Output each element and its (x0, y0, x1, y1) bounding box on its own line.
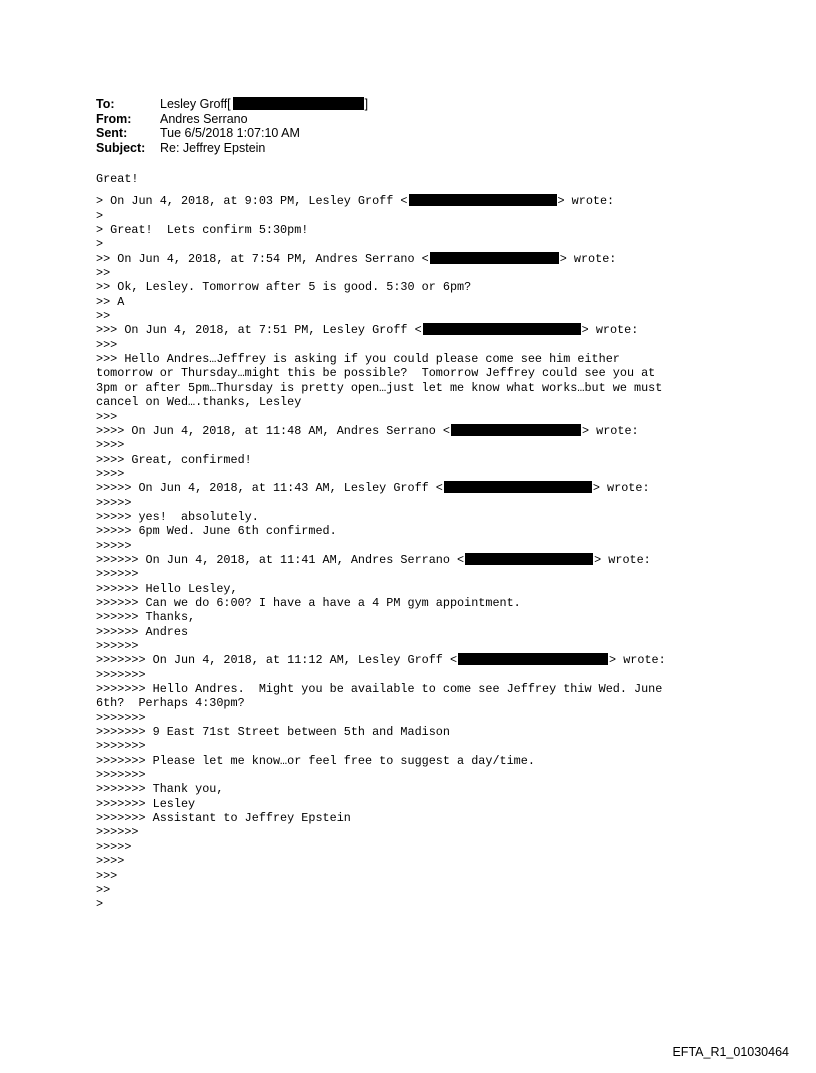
quote-header-suffix: > wrote: (559, 251, 617, 266)
body-line: >>>>>>> (96, 710, 146, 725)
to-row (96, 97, 368, 112)
quote-header (96, 481, 736, 495)
body-line: >>>>>> Thanks, (96, 610, 196, 625)
sent-row (96, 126, 368, 141)
body-line: tomorrow or Thursday…might this be possible? Tomorrow Jeffrey could see you at (96, 366, 656, 381)
body-line: >>>>> yes! absolutely. (96, 509, 259, 524)
to-name: Lesley Groff[ (160, 97, 231, 111)
body-line: >> (96, 266, 111, 281)
body-line: > (96, 237, 104, 252)
quote-header-suffix: > wrote: (581, 323, 639, 338)
quote-header-suffix: > wrote: (609, 653, 666, 668)
to-value (160, 97, 368, 112)
from-label: From: (96, 111, 132, 126)
body-line: >>>>>>> Assistant to Jeffrey Epstein (96, 811, 351, 826)
to-close-bracket: ] (364, 97, 369, 111)
body-line: >> (96, 309, 111, 324)
body-line: > (96, 208, 104, 223)
subject-value: Re: Jeffrey Epstein (160, 140, 266, 155)
body-line: >>>>>> (96, 825, 139, 840)
body-line: >>>> Great, confirmed! (96, 452, 252, 467)
redaction-bar (451, 424, 581, 436)
quote-header-text: >>>>>>> On Jun 4, 2018, at 11:12 AM, Lesley Groff < (96, 653, 458, 668)
body-line: cancel on Wed….thanks, Lesley (96, 395, 302, 410)
body-line: >>>>> (96, 839, 132, 854)
body-line: >>>> (96, 854, 125, 869)
body-line: >>>>>> (96, 639, 139, 653)
body-line: >>>>>>> Lesley (96, 796, 196, 811)
quote-header (96, 653, 736, 667)
body-line: >> (96, 882, 111, 897)
quote-header-suffix: > wrote: (557, 194, 615, 209)
email-body (96, 172, 736, 912)
body-line: > (96, 897, 104, 912)
body-line: Great! (96, 172, 139, 186)
quote-header (96, 424, 736, 438)
body-line: >>>>>>> 9 East 71st Street between 5th and Madison (96, 725, 450, 740)
quote-header-text: >>>>>> On Jun 4, 2018, at 11:41 AM, Andres Serrano < (96, 552, 465, 567)
body-line: >>>>>> (96, 567, 139, 582)
spacer (96, 186, 736, 194)
redaction-bar (423, 323, 581, 335)
quote-header-text: >>>> On Jun 4, 2018, at 11:48 AM, Andres Serrano < (96, 423, 450, 438)
redaction-bar (458, 653, 608, 665)
body-line: >> Ok, Lesley. Tomorrow after 5 is good. 5:30 or 6pm? (96, 280, 472, 295)
quote-header-text: >> On Jun 4, 2018, at 7:54 PM, Andres Serrano < (96, 251, 429, 266)
body-line: >>>>>>> (96, 667, 146, 682)
redaction-bar (233, 97, 364, 110)
quote-header-suffix: > wrote: (581, 423, 639, 438)
to-label: To: (96, 97, 115, 111)
body-line: >>> (96, 409, 118, 424)
redaction-bar (465, 553, 593, 565)
quote-header-suffix: > wrote: (592, 481, 650, 496)
body-line: >>>>>> Can we do 6:00? I have a have a 4 PM gym appointment. (96, 595, 521, 610)
document-id: EFTA_R1_01030464 (672, 1045, 789, 1059)
sent-value: Tue 6/5/2018 1:07:10 AM (160, 126, 300, 140)
body-line: >>>>>>> Hello Andres. Might you be available to come see Jeffrey thiw Wed. June (96, 682, 663, 697)
subject-row (96, 141, 368, 156)
body-line: >>> (96, 337, 118, 352)
body-line: >>>>> (96, 495, 132, 510)
body-line: >>>>>>> Thank you, (96, 782, 224, 797)
body-line: >>>> (96, 438, 125, 453)
body-line: >>>>> (96, 538, 132, 553)
body-line: > Great! Lets confirm 5:30pm! (96, 223, 309, 238)
body-line: >>> Hello Andres…Jeffrey is asking if you could please come see him either (96, 352, 620, 367)
body-line: >>>>>> Andres (96, 624, 189, 639)
quote-header-suffix: > wrote: (594, 552, 651, 567)
body-line: 6th? Perhaps 4:30pm? (96, 696, 245, 711)
redaction-bar (444, 481, 592, 493)
redaction-bar (430, 252, 559, 264)
quote-header (96, 553, 736, 567)
redaction-bar (409, 194, 557, 206)
email-header (96, 97, 368, 155)
body-line: >>>>>> Hello Lesley, (96, 581, 238, 596)
from-row (96, 112, 368, 127)
body-line: >>>>> 6pm Wed. June 6th confirmed. (96, 524, 337, 539)
body-line: >>>>>>> (96, 768, 146, 783)
body-line: >>>>>>> (96, 739, 146, 754)
body-line: >>>> (96, 466, 125, 481)
quote-header (96, 323, 736, 337)
body-line: >>> (96, 868, 118, 883)
quote-header (96, 252, 736, 266)
quote-header-text: >>>>> On Jun 4, 2018, at 11:43 AM, Lesley Groff < (96, 481, 443, 496)
body-line: >>>>>>> Please let me know…or feel free to suggest a day/time. (96, 753, 535, 768)
quote-header-text: > On Jun 4, 2018, at 9:03 PM, Lesley Groff < (96, 194, 408, 209)
from-value: Andres Serrano (160, 111, 248, 126)
quote-header (96, 194, 736, 208)
quote-header-text: >>> On Jun 4, 2018, at 7:51 PM, Lesley Groff < (96, 323, 422, 338)
sent-label: Sent: (96, 126, 128, 140)
body-line: 3pm or after 5pm…Thursday is pretty open…just let me know what works…but we must (96, 380, 663, 395)
body-line: >> A (96, 294, 125, 309)
subject-label: Subject: (96, 140, 146, 155)
